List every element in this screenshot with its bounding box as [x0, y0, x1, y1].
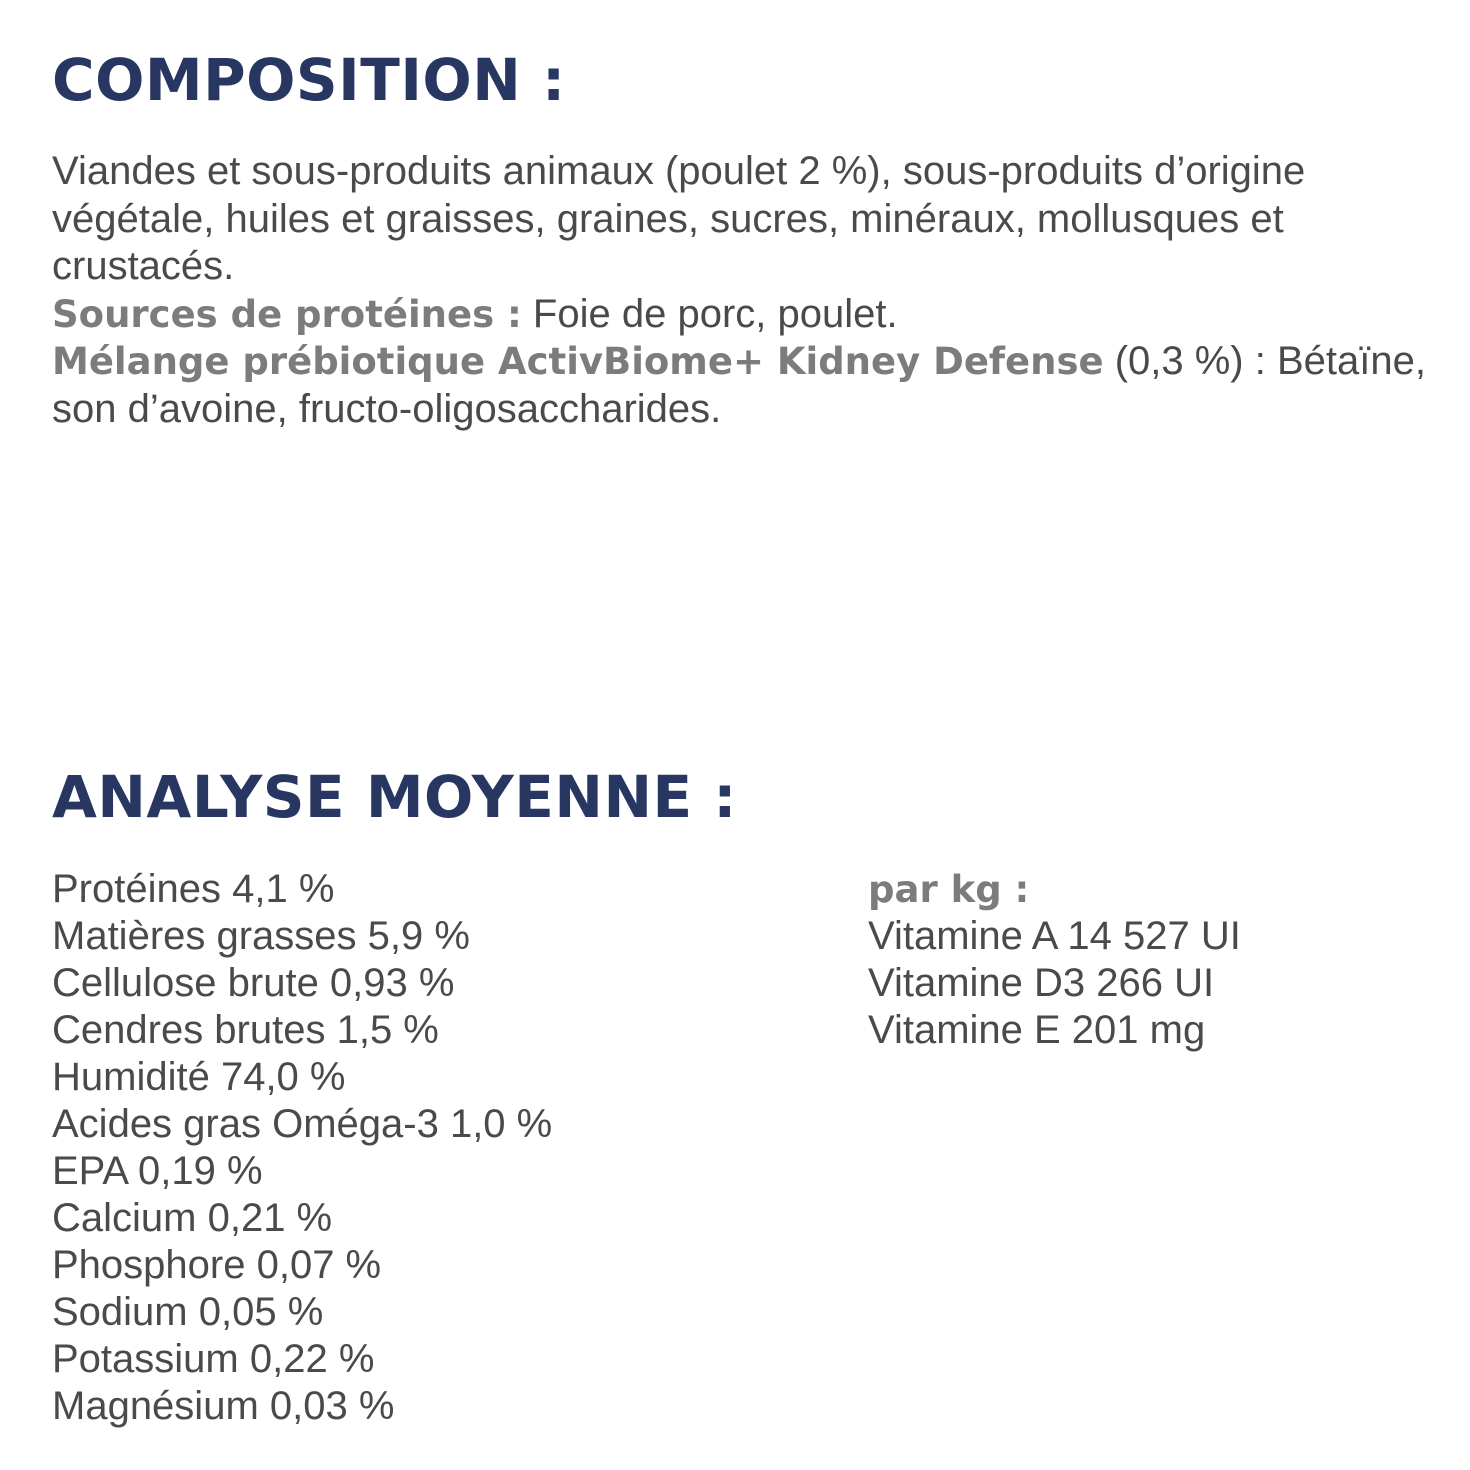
vitamin-item: Vitamine E 201 mg — [868, 1008, 1206, 1052]
ingredients-paragraph: Viandes et sous-produits animaux (poulet 2 %), sous-produits d’origine végétale, huiles et graisses, graines, sucres, minéraux, mollusques et crustacés. — [52, 149, 1306, 288]
list-item: Cellulose brute 0,93 % — [52, 961, 455, 1005]
list-item: Matières grasses 5,9 % — [52, 914, 470, 958]
protein-sources-label: Sources de protéines : — [52, 292, 522, 336]
composition-text — [52, 148, 1432, 433]
list-item: Protéines 4,1 % — [52, 867, 335, 911]
list-item: Phosphore 0,07 % — [52, 1243, 382, 1287]
prebiotic-label: Mélange prébiotique ActivBiome+ Kidney Defense — [52, 340, 1104, 383]
protein-sources-value: Foie de porc, poulet. — [521, 291, 898, 336]
list-item: Sodium 0,05 % — [52, 1290, 324, 1334]
vitamin-list — [868, 913, 1241, 1054]
list-item: Acides gras Oméga-3 1,0 % — [52, 1102, 553, 1146]
composition-heading: COMPOSITION : — [52, 46, 566, 114]
list-item: Humidité 74,0 % — [52, 1055, 346, 1099]
list-item: Magnésium 0,03 % — [52, 1384, 395, 1428]
per-kg-label: par kg : — [868, 868, 1030, 911]
protein-sources-line — [52, 291, 1432, 339]
analysis-heading: ANALYSE MOYENNE : — [52, 763, 737, 831]
analysis-list — [52, 866, 552, 1430]
prebiotic-line — [52, 338, 1432, 433]
vitamin-item: Vitamine A 14 527 UI — [868, 914, 1241, 958]
list-item: Potassium 0,22 % — [52, 1337, 375, 1381]
prebiotic-value: (0,3 %) : Bétaïne, son d’avoine, fructo-oligosaccharides. — [52, 339, 1426, 431]
vitamins-block — [868, 866, 1241, 1054]
list-item: EPA 0,19 % — [52, 1149, 263, 1193]
list-item: Cendres brutes 1,5 % — [52, 1008, 439, 1052]
list-item: Calcium 0,21 % — [52, 1196, 333, 1240]
vitamin-item: Vitamine D3 266 UI — [868, 961, 1215, 1005]
